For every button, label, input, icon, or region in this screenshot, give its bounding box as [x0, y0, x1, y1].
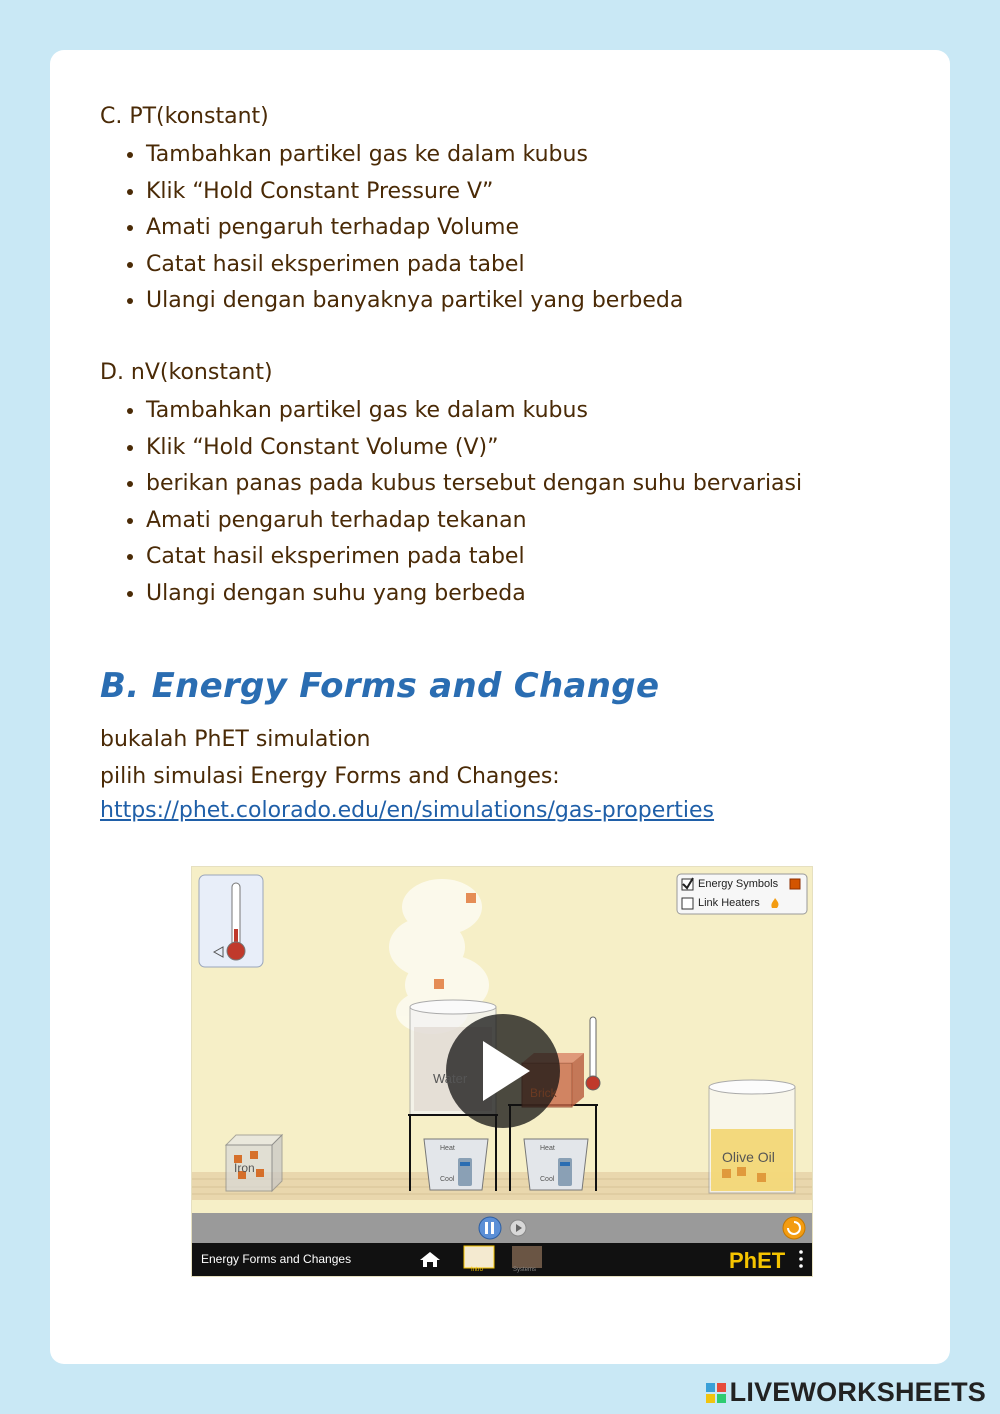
- list-item: • Catat hasil eksperimen pada tabel: [146, 538, 802, 575]
- list-item: • Catat hasil eksperimen pada tabel: [146, 246, 683, 283]
- systems-tab-icon: [512, 1246, 542, 1268]
- list-item: • Ulangi dengan banyaknya partikel yang berbeda: [146, 282, 683, 319]
- list-item: • berikan panas pada kubus tersebut dengan suhu bervariasi: [146, 465, 802, 502]
- list-item: • Ulangi dengan suhu yang berbeda: [146, 575, 802, 612]
- pause-button: [479, 1217, 501, 1239]
- brand-text: LIVEWORKSHEETS: [729, 1377, 986, 1407]
- menu-icon: [799, 1250, 803, 1254]
- simulation-scene: [192, 867, 812, 1276]
- sim-title: Energy Forms and Changes: [201, 1252, 352, 1266]
- energy-symbols-label: Energy Symbols: [698, 878, 779, 890]
- energy-chunk: [466, 893, 476, 903]
- cool-label: Cool: [540, 1176, 555, 1183]
- olive-oil-beaker: [709, 1080, 795, 1193]
- intro-tab-icon: [464, 1246, 494, 1268]
- liveworksheets-logo-icon: [706, 1383, 726, 1403]
- iron-label: Iron: [234, 1161, 255, 1175]
- list-item: • Amati pengaruh terhadap tekanan: [146, 502, 802, 539]
- energy-line-1: bukalah PhET simulation: [100, 727, 371, 752]
- reset-button: [783, 1217, 805, 1239]
- simulation-screenshot[interactable]: [191, 866, 813, 1277]
- list-item: • Klik “Hold Constant Pressure V”: [146, 173, 683, 210]
- cool-label: Cool: [440, 1176, 455, 1183]
- liveworksheets-brand: [706, 1377, 986, 1408]
- water-label: Water: [433, 1071, 468, 1086]
- list-item: • Tambahkan partikel gas ke dalam kubus: [146, 136, 683, 173]
- energy-chunk: [434, 979, 444, 989]
- tab-systems[interactable]: Systems: [513, 1267, 537, 1273]
- list-item: • Klik “Hold Constant Volume (V)”: [146, 429, 802, 466]
- simulation-link[interactable]: https://phet.colorado.edu/en/simulations/gas-properties: [100, 798, 715, 823]
- list-item: • Tambahkan partikel gas ke dalam kubus: [146, 392, 802, 429]
- heat-label: Heat: [440, 1145, 455, 1152]
- section-d-title: D. nV(konstant): [100, 360, 273, 385]
- energy-chunk-icon: [790, 879, 800, 889]
- thermometer-tool: [199, 875, 263, 967]
- heat-label: Heat: [540, 1145, 555, 1152]
- tab-intro[interactable]: Intro: [471, 1267, 484, 1273]
- section-c-title: C. PT(konstant): [100, 104, 269, 129]
- energy-line-2: pilih simulasi Energy Forms and Changes:: [100, 764, 560, 789]
- link-heaters-checkbox: [682, 898, 693, 909]
- heater: [424, 1139, 488, 1190]
- control-bar: [192, 1213, 812, 1243]
- heater: [524, 1139, 588, 1190]
- section-c-steps: [100, 136, 683, 319]
- olive-oil-label: Olive Oil: [722, 1149, 775, 1165]
- list-item: • Amati pengaruh terhadap Volume: [146, 209, 683, 246]
- brick-label: Brick: [530, 1086, 557, 1100]
- energy-heading: B. Energy Forms and Change: [100, 666, 660, 706]
- phet-logo: PhET: [729, 1248, 786, 1273]
- section-d-steps: [100, 392, 802, 611]
- link-heaters-label: Link Heaters: [698, 897, 760, 909]
